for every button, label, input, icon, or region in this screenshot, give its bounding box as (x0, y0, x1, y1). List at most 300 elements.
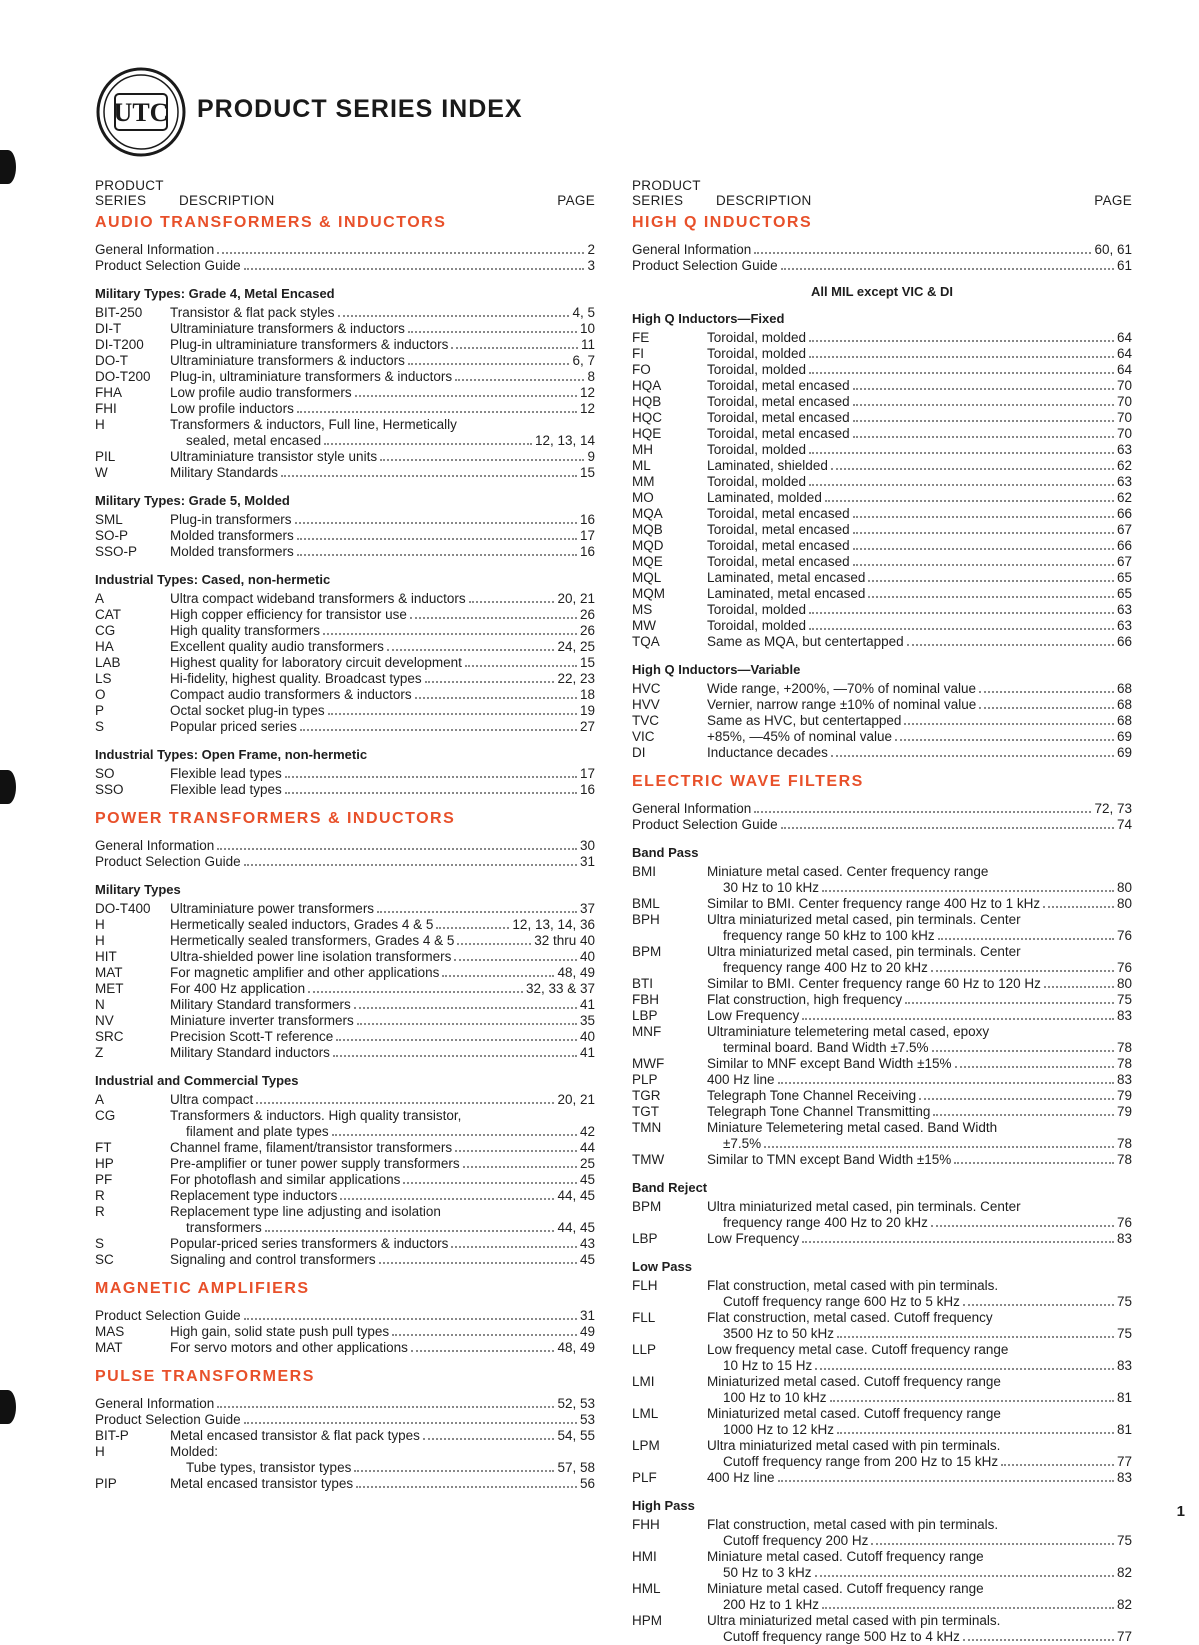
series-code: FBH (632, 992, 659, 1007)
series-page: 49 (579, 1324, 595, 1339)
series-code: PLP (632, 1072, 658, 1087)
series-code: SO (95, 766, 115, 781)
series-code: TVC (632, 713, 659, 728)
series-description (170, 671, 595, 687)
series-description (707, 896, 1132, 912)
series-row-ha (95, 639, 595, 655)
series-row-hpm (632, 1613, 1132, 1645)
description-text: Toroidal, metal encased (707, 506, 850, 521)
series-row-s (95, 719, 595, 735)
general-item-label: Product Selection Guide (95, 1412, 241, 1427)
spacer (95, 798, 595, 804)
series-description (170, 401, 595, 417)
description-line-2 (707, 960, 1132, 976)
series-description (707, 1438, 1132, 1470)
series-row-cg (95, 1108, 595, 1140)
series-description (707, 1231, 1132, 1247)
series-description (170, 623, 595, 639)
description-line-2-text: 30 Hz to 10 kHz (723, 880, 820, 895)
description-text: Ultraminiature transistor style units (170, 449, 378, 464)
dot-leader (338, 305, 570, 317)
dot-leader (455, 369, 584, 381)
series-description (170, 1156, 595, 1172)
description-text: Highest quality for laboratory circuit development (170, 655, 462, 670)
description-line-1: Miniaturized metal cased. Cutoff frequency range (707, 1406, 1001, 1421)
dot-leader (336, 1029, 577, 1041)
series-row-z (95, 1045, 595, 1061)
series-code: MO (632, 490, 654, 505)
general-item-page: 31 (579, 1308, 595, 1323)
series-code: SSO-P (95, 544, 138, 559)
series-code: HMI (632, 1549, 657, 1564)
section-title-pulse: PULSE TRANSFORMERS (95, 1368, 315, 1385)
series-description (170, 901, 595, 917)
series-description (707, 1613, 1132, 1645)
general-item (95, 1308, 595, 1324)
description-text: Toroidal, molded (707, 602, 807, 617)
series-row-fhi (95, 401, 595, 417)
series-row-h (95, 933, 595, 949)
subsection-title-power-military: Military Types (95, 882, 181, 897)
dot-leader (355, 385, 577, 397)
general-item (95, 242, 595, 258)
description-text: Signaling and control transformers (170, 1252, 376, 1267)
series-code: MH (632, 442, 653, 457)
series-row-w (95, 465, 595, 481)
dot-leader (244, 258, 585, 270)
description-text: Ultraminiature transformers & inductors (170, 321, 405, 336)
description-text: Similar to TMN except Band Width ±15% (707, 1152, 952, 1167)
series-row-cg (95, 623, 595, 639)
description-text: Popular priced series (170, 719, 297, 734)
dot-leader (1043, 896, 1114, 908)
dot-leader (853, 426, 1114, 438)
general-item-page: 30 (579, 838, 595, 853)
series-description (170, 321, 595, 337)
series-page: 68 (1116, 713, 1132, 728)
series-row-sso (95, 782, 595, 798)
series-page: 82 (1116, 1565, 1132, 1580)
subsection-title-industrial-open: Industrial Types: Open Frame, non-hermetic (95, 747, 368, 762)
series-row-hp (95, 1156, 595, 1172)
series-row-tqa (632, 634, 1132, 650)
series-page: 18 (579, 687, 595, 702)
series-code: MM (632, 474, 655, 489)
series-description (707, 864, 1132, 896)
series-row-bit-p (95, 1428, 595, 1444)
description-line-2-text: terminal board. Band Width ±7.5% (723, 1040, 929, 1055)
series-description (707, 538, 1132, 554)
dot-leader (285, 766, 577, 778)
series-row-mqb (632, 522, 1132, 538)
series-code: CAT (95, 607, 121, 622)
general-item-page: 72, 73 (1094, 801, 1132, 816)
dot-leader (455, 1140, 577, 1152)
dot-leader (356, 1476, 577, 1488)
description-text: Military Standard inductors (170, 1045, 330, 1060)
series-row-src (95, 1029, 595, 1045)
series-row-bpm (632, 1199, 1132, 1231)
series-description (170, 1013, 595, 1029)
dot-leader (285, 782, 577, 794)
series-page: 75 (1116, 1294, 1132, 1309)
description-text: Laminated, metal encased (707, 570, 866, 585)
series-page: 78 (1116, 1136, 1132, 1151)
series-code: BPM (632, 944, 662, 959)
dot-leader (831, 745, 1114, 757)
series-page: 44 (579, 1140, 595, 1155)
series-code: MAT (95, 965, 123, 980)
series-page: 40 (579, 1029, 595, 1044)
series-page: 41 (579, 997, 595, 1012)
page-header (95, 66, 523, 158)
dot-leader (979, 681, 1114, 693)
dot-leader (979, 697, 1114, 709)
description-text: Miniature inverter transformers (170, 1013, 354, 1028)
multiline-description (170, 1204, 595, 1236)
series-page: 76 (1116, 928, 1132, 943)
description-line-1: Ultra miniaturized metal cased, pin terminals. Center (707, 912, 1021, 927)
series-code: HQA (632, 378, 662, 393)
series-row-ml (632, 458, 1132, 474)
description-line-2 (707, 1422, 1132, 1438)
series-description (707, 1152, 1132, 1168)
series-code: TGR (632, 1088, 661, 1103)
series-row-lml (632, 1406, 1132, 1438)
column-description-label: DESCRIPTION (179, 193, 275, 208)
dot-leader (778, 1470, 1114, 1482)
section-title-high-q: HIGH Q INDUCTORS (632, 214, 813, 231)
description-text: For photoflash and similar applications (170, 1172, 401, 1187)
series-description (170, 1444, 595, 1476)
series-code: PF (95, 1172, 113, 1187)
series-description (707, 1549, 1132, 1581)
dot-leader (822, 880, 1114, 892)
description-text: Laminated, molded (707, 490, 822, 505)
dot-leader (423, 1428, 555, 1440)
utc-logo (95, 66, 187, 158)
dot-leader (333, 1045, 577, 1057)
description-text: Toroidal, molded (707, 330, 807, 345)
series-page: 80 (1116, 896, 1132, 911)
description-line-2 (707, 1533, 1132, 1549)
series-page: 68 (1116, 681, 1132, 696)
series-row-r (95, 1204, 595, 1236)
description-line-2 (170, 1124, 595, 1140)
series-code: BIT-P (95, 1428, 129, 1443)
description-text: Ultra compact (170, 1092, 254, 1107)
series-code: MW (632, 618, 656, 633)
series-code: FI (632, 346, 644, 361)
series-page: 70 (1116, 410, 1132, 425)
series-code: P (95, 703, 105, 718)
series-code: DO-T (95, 353, 128, 368)
series-description (707, 1310, 1132, 1342)
series-row-a (95, 591, 595, 607)
series-code: HQE (632, 426, 662, 441)
series-row-so (95, 766, 595, 782)
series-code: LLP (632, 1342, 657, 1357)
general-item (632, 242, 1132, 258)
series-page: 62 (1116, 490, 1132, 505)
general-item-label: Product Selection Guide (632, 817, 778, 832)
series-description (707, 634, 1132, 650)
series-code: DO-T200 (95, 369, 151, 384)
series-code: DO-T400 (95, 901, 151, 916)
series-code: HVV (632, 697, 660, 712)
series-page: 69 (1116, 745, 1132, 760)
series-row-lpm (632, 1438, 1132, 1470)
dot-leader (408, 353, 570, 365)
dot-leader (754, 242, 1091, 254)
series-description (707, 713, 1132, 729)
series-code: SC (95, 1252, 114, 1267)
description-text: Precision Scott-T reference (170, 1029, 334, 1044)
subsection-title-high-q-fixed: High Q Inductors—Fixed (632, 311, 785, 326)
dot-leader (932, 1040, 1114, 1052)
series-code: LPM (632, 1438, 660, 1453)
dot-leader (853, 394, 1114, 406)
general-item (95, 258, 595, 274)
series-description (170, 1045, 595, 1061)
description-line-2-text: 3500 Hz to 50 kHz (723, 1326, 835, 1341)
series-page: 75 (1116, 992, 1132, 1007)
series-page: 62 (1116, 458, 1132, 473)
description-text: Hermetically sealed inductors, Grades 4 & 5 (170, 917, 434, 932)
series-row-tvc (632, 713, 1132, 729)
series-row-flh (632, 1278, 1132, 1310)
subsection-title-power-industrial: Industrial and Commercial Types (95, 1073, 299, 1088)
dot-leader (380, 449, 584, 461)
series-row-di-t200 (95, 337, 595, 353)
series-page: 56 (579, 1476, 595, 1491)
series-row-fo (632, 362, 1132, 378)
series-description (707, 697, 1132, 713)
series-description (707, 1342, 1132, 1374)
series-description (707, 992, 1132, 1008)
general-item-label: Product Selection Guide (632, 258, 778, 273)
description-text: Toroidal, molded (707, 474, 807, 489)
series-page: 81 (1116, 1422, 1132, 1437)
series-row-plf (632, 1470, 1132, 1486)
series-description (707, 586, 1132, 602)
general-item-page: 53 (579, 1412, 595, 1427)
description-text: Laminated, metal encased (707, 586, 866, 601)
description-text: Toroidal, metal encased (707, 538, 850, 553)
series-description (707, 490, 1132, 506)
series-row-llp (632, 1342, 1132, 1374)
binder-hole-bottom (0, 1390, 16, 1424)
series-code: CG (95, 623, 116, 638)
series-description (170, 655, 595, 671)
description-line-2 (707, 1565, 1132, 1581)
series-page: 45 (579, 1172, 595, 1187)
series-code: VIC (632, 729, 655, 744)
series-page: 70 (1116, 394, 1132, 409)
series-page: 65 (1116, 586, 1132, 601)
description-line-2-text: filament and plate types (186, 1124, 329, 1139)
series-code: BMI (632, 864, 657, 879)
description-line-1: Flat construction, metal cased. Cutoff frequency (707, 1310, 993, 1325)
description-line-1: Low frequency metal case. Cutoff frequency range (707, 1342, 1009, 1357)
series-page: 78 (1116, 1040, 1132, 1055)
series-code: FHI (95, 401, 117, 416)
series-code: FT (95, 1140, 112, 1155)
series-code: MAT (95, 1340, 123, 1355)
general-item-page: 61 (1116, 258, 1132, 273)
series-code: BIT-250 (95, 305, 143, 320)
series-row-so-p (95, 528, 595, 544)
series-code: BPM (632, 1199, 662, 1214)
dot-leader (392, 1324, 577, 1336)
series-code: SO-P (95, 528, 129, 543)
series-description (170, 949, 595, 965)
series-description (170, 465, 595, 481)
dot-leader (403, 1172, 577, 1184)
series-page: 77 (1116, 1454, 1132, 1469)
series-code: SSO (95, 782, 124, 797)
series-row-mw (632, 618, 1132, 634)
series-code: PLF (632, 1470, 657, 1485)
series-code: DI (632, 745, 646, 760)
series-row-vic (632, 729, 1132, 745)
description-text: Low profile audio transformers (170, 385, 352, 400)
description-line-2 (707, 1136, 1132, 1152)
dot-leader (323, 623, 577, 635)
dot-leader (387, 639, 555, 651)
series-code: BPH (632, 912, 660, 927)
series-description (170, 607, 595, 623)
series-code: MQM (632, 586, 665, 601)
dot-leader (778, 1072, 1114, 1084)
series-row-mqe (632, 554, 1132, 570)
series-code: CG (95, 1108, 116, 1123)
series-page: 27 (579, 719, 595, 734)
series-description (170, 1476, 595, 1492)
series-code: A (95, 591, 105, 606)
description-text: Transistor & flat pack styles (170, 305, 335, 320)
series-row-bph (632, 912, 1132, 944)
dot-leader (931, 1215, 1114, 1227)
dot-leader (308, 981, 523, 993)
description-line-1: Replacement type line adjusting and isolation (170, 1204, 441, 1219)
description-text: Pre-amplifier or tuner power supply transformers (170, 1156, 460, 1171)
series-description (170, 1324, 595, 1340)
subsection-title-high-pass: High Pass (632, 1498, 695, 1513)
series-description (170, 544, 595, 560)
series-row-sml (95, 512, 595, 528)
series-description (707, 729, 1132, 745)
description-text: Flat construction, high frequency (707, 992, 903, 1007)
series-code: S (95, 1236, 105, 1251)
series-row-di (632, 745, 1132, 761)
description-text: Hermetically sealed transformers, Grades 4 & 5 (170, 933, 455, 948)
description-text: Toroidal, molded (707, 346, 807, 361)
series-page: 20, 21 (557, 591, 595, 606)
series-description (707, 442, 1132, 458)
series-row-mo (632, 490, 1132, 506)
series-page: 44, 45 (557, 1188, 595, 1203)
series-code: R (95, 1188, 105, 1203)
series-page: 22, 23 (557, 671, 595, 686)
series-row-hvv (632, 697, 1132, 713)
series-code: FLL (632, 1310, 656, 1325)
series-row-bpm (632, 944, 1132, 976)
dot-leader (332, 1124, 577, 1136)
series-row-lbp (632, 1008, 1132, 1024)
description-text: Ultra compact wideband transformers & inductors (170, 591, 466, 606)
series-description (707, 410, 1132, 426)
description-text: Telegraph Tone Channel Transmitting (707, 1104, 931, 1119)
description-text: Toroidal, metal encased (707, 426, 850, 441)
series-page: 40 (579, 949, 595, 964)
series-page: 80 (1116, 976, 1132, 991)
dot-leader (454, 949, 577, 961)
series-code: LMI (632, 1374, 655, 1389)
dot-leader (244, 1308, 577, 1320)
description-text: Plug-in transformers (170, 512, 292, 527)
general-item-page: 2 (587, 242, 595, 257)
description-text: Toroidal, metal encased (707, 378, 850, 393)
series-description (170, 417, 595, 449)
series-row-pf (95, 1172, 595, 1188)
subsection-title-military-grade5: Military Types: Grade 5, Molded (95, 493, 290, 508)
series-code: H (95, 1444, 105, 1459)
description-line-1: Flat construction, metal cased with pin terminals. (707, 1517, 999, 1532)
multiline-description (707, 1199, 1132, 1231)
series-page: 48, 49 (557, 1340, 595, 1355)
dot-leader (781, 258, 1114, 270)
series-description (707, 554, 1132, 570)
multiline-description (707, 1549, 1132, 1581)
general-item-page: 31 (579, 854, 595, 869)
spacer (95, 1356, 595, 1362)
series-page: 26 (579, 607, 595, 622)
series-code: FHH (632, 1517, 660, 1532)
dot-leader (340, 1188, 554, 1200)
series-page: 64 (1116, 346, 1132, 361)
series-page: 63 (1116, 602, 1132, 617)
series-code: FE (632, 330, 650, 345)
series-page: 24, 25 (557, 639, 595, 654)
series-page: 16 (579, 544, 595, 559)
series-description (707, 1072, 1132, 1088)
description-text: 400 Hz line (707, 1072, 775, 1087)
dot-leader (815, 1358, 1114, 1370)
series-code: HP (95, 1156, 114, 1171)
series-row-h (95, 417, 595, 449)
series-page: 19 (579, 703, 595, 718)
description-text: Compact audio transformers & inductors (170, 687, 412, 702)
series-code: TMW (632, 1152, 665, 1167)
series-description (707, 458, 1132, 474)
general-item-page: 52, 53 (557, 1396, 595, 1411)
series-description (170, 1108, 595, 1140)
description-line-1: Ultraminiature telemetering metal cased, epoxy (707, 1024, 990, 1039)
series-page: 25 (579, 1156, 595, 1171)
general-item-label: Product Selection Guide (95, 854, 241, 869)
series-description (707, 330, 1132, 346)
series-code: TMN (632, 1120, 662, 1135)
dot-leader (853, 378, 1114, 390)
description-text: Laminated, shielded (707, 458, 828, 473)
multiline-description (170, 1444, 595, 1476)
series-page: 15 (579, 465, 595, 480)
dot-leader (868, 570, 1114, 582)
column-page-label: PAGE (1094, 193, 1132, 208)
series-page: 42 (579, 1124, 595, 1139)
series-page: 76 (1116, 1215, 1132, 1230)
